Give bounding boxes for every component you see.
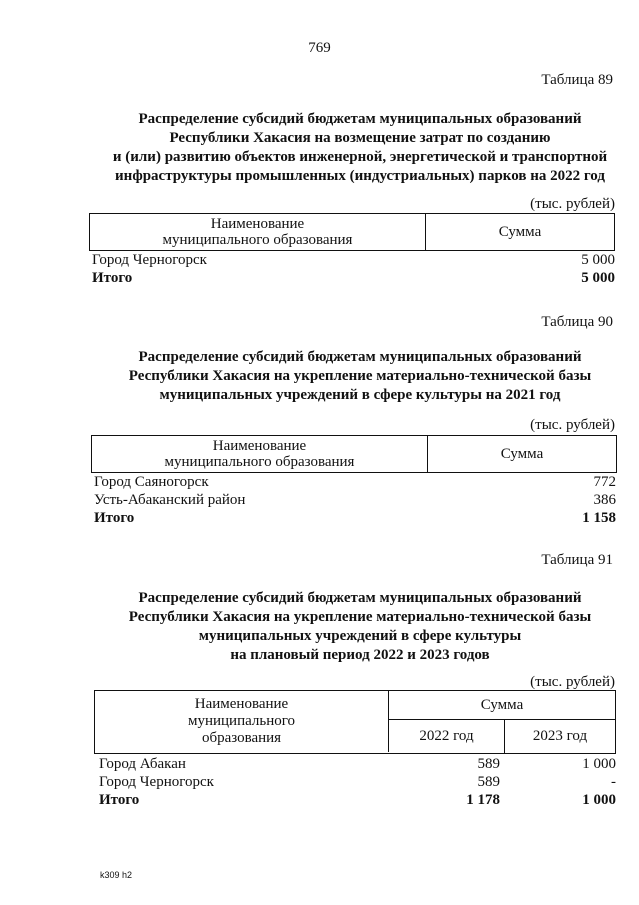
table90-label: Таблица 90 <box>541 314 613 330</box>
table90-col-name: Наименование муниципального образования <box>92 436 428 472</box>
table90-header <box>91 435 617 473</box>
table-row: Усть-Абаканский район 386 <box>94 492 616 508</box>
table91-col-name: Наименование муниципального образования <box>95 691 389 752</box>
table-row: Город Саяногорск 772 <box>94 474 616 490</box>
footer-code: k309 h2 <box>100 870 133 880</box>
table91-col-sum: Сумма <box>389 691 615 720</box>
table91-col-2022: 2022 год <box>389 719 505 753</box>
table91-col-2023: 2023 год <box>532 727 588 744</box>
table91-header <box>94 690 616 754</box>
table91-label: Таблица 91 <box>541 552 613 568</box>
page-number: 769 <box>308 40 331 56</box>
table91-title: Распределение субсидий бюджетам муниципальных образований Республики Хакасия на укрепление материально-технической базы муниципальных учреждений в сфере культуры на плановый период 2022 и 2023 годов <box>128 590 592 663</box>
table90-total-row: Итого 1 158 <box>94 510 616 526</box>
table90-unit: (тыс. рублей) <box>530 417 615 433</box>
table91-unit: (тыс. рублей) <box>530 674 615 690</box>
table89-unit: (тыс. рублей) <box>530 196 615 212</box>
table89-label: Таблица 89 <box>541 72 613 88</box>
table89-col-sum: Сумма <box>498 223 542 240</box>
table-row: Город Черногорск 589 - <box>99 774 616 790</box>
table89-title: Распределение субсидий бюджетам муниципальных образований Республики Хакасия на возмещение затрат по созданию и (или) развитию объектов инженерной, энергетической и транспортной инфраструктуры промышленных (индустриальных) парков на 2022 год <box>112 111 608 184</box>
table90-title: Распределение субсидий бюджетам муниципальных образований Республики Хакасия на укрепление материально-технической базы муниципальных учреждений в сфере культуры на 2021 год <box>128 349 592 403</box>
table-row: Город Абакан 589 1 000 <box>99 756 616 772</box>
table89-col-name: Наименование муниципального образования <box>90 214 426 250</box>
table89-header <box>89 213 615 251</box>
table90-col-sum: Сумма <box>500 445 544 462</box>
table-row: Город Черногорск 5 000 <box>92 252 615 268</box>
table91-total-row: Итого 1 178 1 000 <box>99 792 616 808</box>
table89-total-row: Итого 5 000 <box>92 270 615 286</box>
